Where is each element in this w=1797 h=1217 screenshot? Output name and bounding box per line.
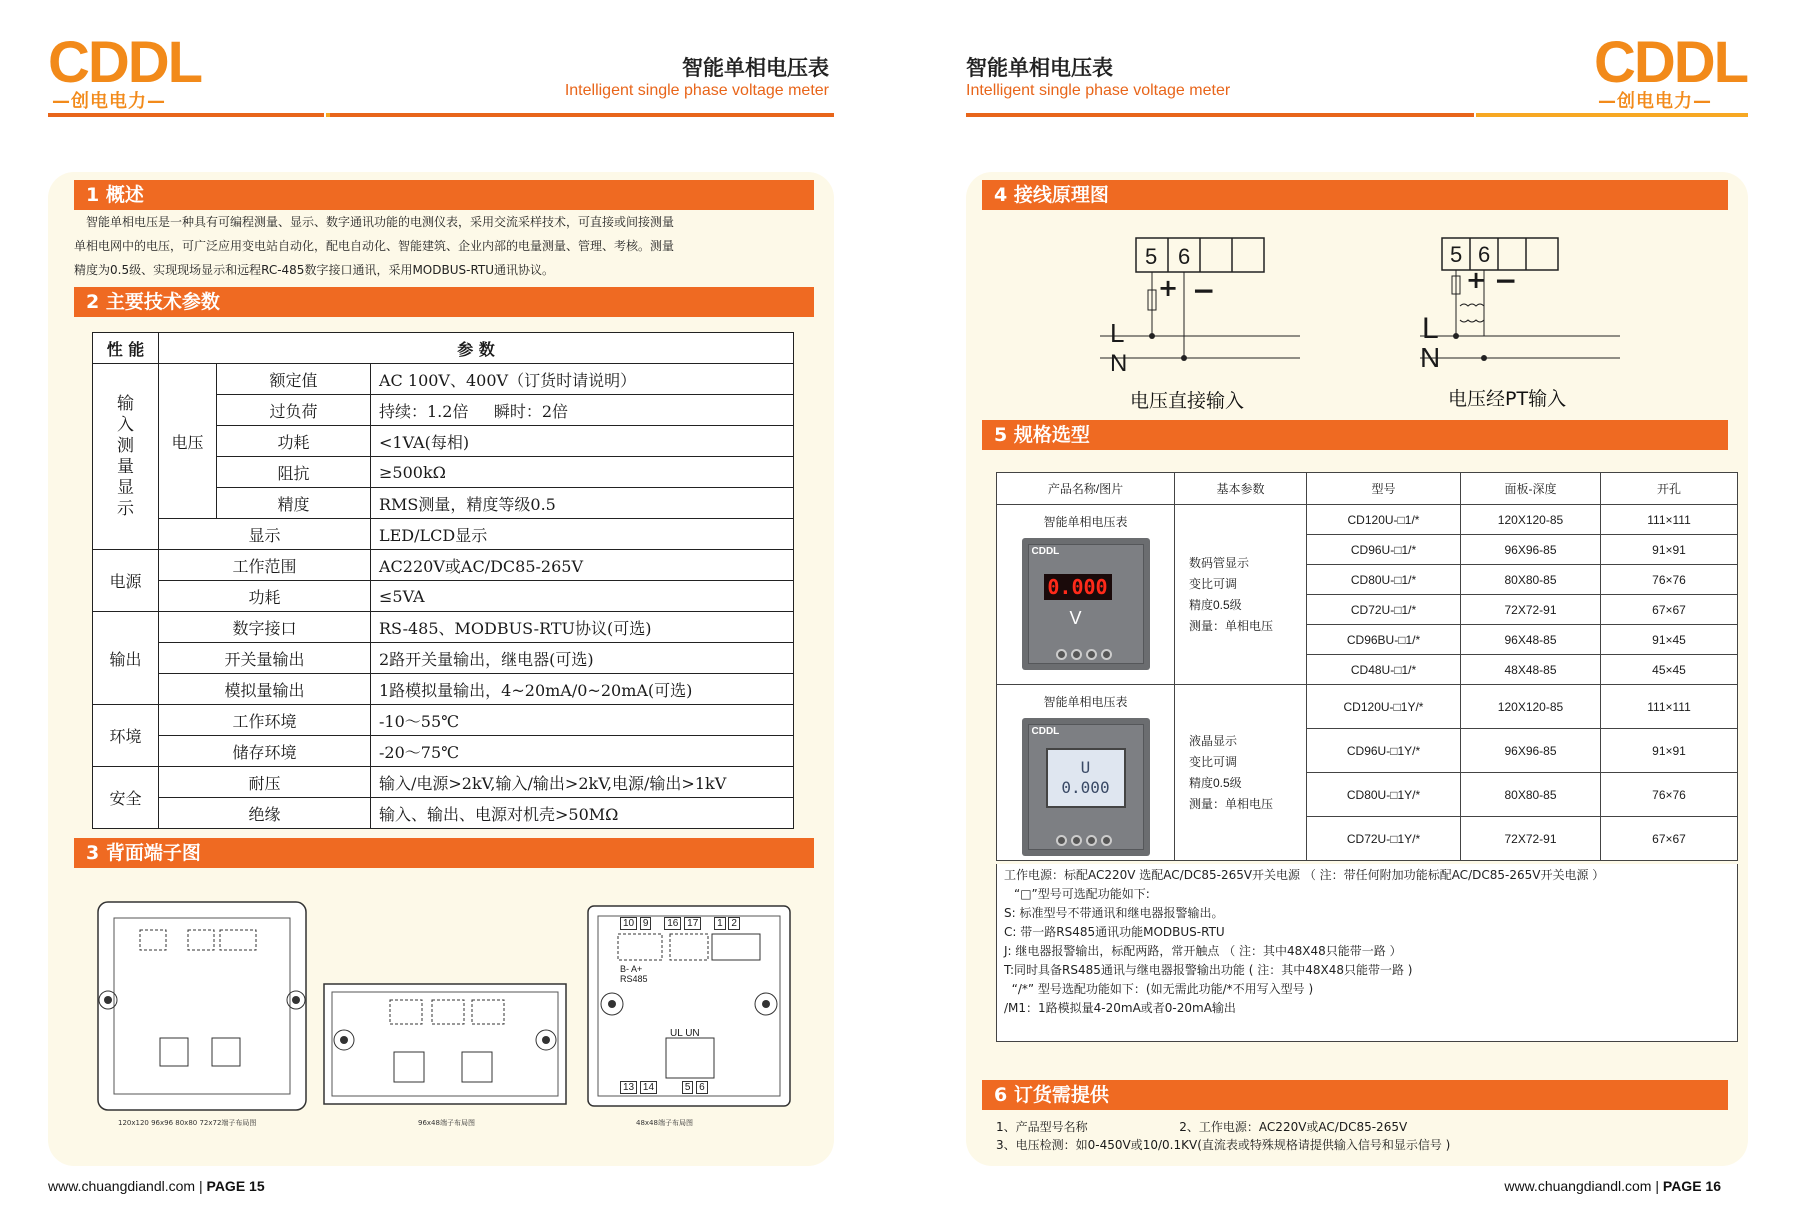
caption-terminal-48x48: 48x48端子布局图 bbox=[636, 1119, 693, 1127]
spec-hole: 91×45 bbox=[1601, 625, 1738, 655]
spec-hole: 111×111 bbox=[1601, 505, 1738, 535]
spec-panel: 48X48-85 bbox=[1461, 655, 1601, 685]
spec-panel: 80X80-85 bbox=[1461, 565, 1601, 595]
terminal-10: 10 bbox=[620, 917, 637, 930]
spec-model: CD96BU-□1/* bbox=[1307, 625, 1461, 655]
spec-hole: 45×45 bbox=[1601, 655, 1738, 685]
work-env-label: 工作环境 bbox=[159, 705, 371, 736]
spec-group2-name: 智能单相电压表 bbox=[1043, 695, 1128, 709]
order-item-3: 3、电压检测：如0-450V或10/0.1KV(直流表或特殊规格请提供输入信号和显示信号 ) bbox=[996, 1138, 1451, 1152]
terminal-9: 9 bbox=[640, 917, 652, 930]
overload-value: 持续：1.2倍 瞬时：2倍 bbox=[371, 395, 794, 426]
spec-note-line: 工作电源：标配AC220V 选配AC/DC85-265V开关电源 （ 注：带任何附加功能标配AC/DC85-265V开关电源 ） bbox=[1004, 868, 1605, 882]
spec-col-panel: 面板-深度 bbox=[1461, 473, 1601, 505]
terminal-5: 5 bbox=[682, 1081, 694, 1094]
wire-pt-L: L bbox=[1422, 312, 1439, 345]
table-row bbox=[93, 333, 794, 364]
table-row bbox=[93, 550, 794, 581]
accuracy-label: 精度 bbox=[217, 488, 371, 519]
digital-label: 数字接口 bbox=[159, 612, 371, 643]
group-power-label: 电源 bbox=[93, 550, 159, 612]
terminal-diagram-large bbox=[96, 900, 308, 1112]
footer-url-right[interactable]: www.chuangdiandl.com bbox=[1504, 1178, 1652, 1194]
table-row bbox=[997, 473, 1738, 505]
analog-value: 1路模拟量输出，4~20mA/0~20mA(可选) bbox=[371, 674, 794, 705]
sub-voltage-label: 电压 bbox=[159, 364, 217, 519]
table-row bbox=[997, 685, 1738, 729]
spec-note-line: /M1：1路模拟量4-20mA或者0-20mA输出 bbox=[1004, 1001, 1236, 1015]
table-row bbox=[93, 674, 794, 705]
spec-panel: 120X120-85 bbox=[1461, 505, 1601, 535]
wire-pt-plus: + bbox=[1466, 266, 1487, 294]
spec-hole: 67×67 bbox=[1601, 595, 1738, 625]
table-row bbox=[997, 505, 1738, 535]
overview-paragraph bbox=[74, 210, 814, 282]
table-row bbox=[93, 705, 794, 736]
spec-panel: 96X96-85 bbox=[1461, 729, 1601, 773]
group-output-label: 输出 bbox=[93, 612, 159, 705]
logo-subtitle: —创电电力— bbox=[1598, 91, 1712, 112]
spec-hole: 91×91 bbox=[1601, 729, 1738, 773]
group-env-label: 环境 bbox=[93, 705, 159, 767]
store-env-value: -20～75℃ bbox=[371, 736, 794, 767]
params-head-param: 参 数 bbox=[159, 333, 794, 364]
wire-direct-L: L bbox=[1110, 318, 1125, 348]
spec-model: CD96U-□1Y/* bbox=[1307, 729, 1461, 773]
spec-col-hole: 开孔 bbox=[1601, 473, 1738, 505]
spec-panel: 80X80-85 bbox=[1461, 773, 1601, 817]
wire-direct-N: N bbox=[1110, 350, 1128, 377]
rs485-label: B- A+ RS485 bbox=[620, 964, 648, 984]
spec-model: CD96U-□1/* bbox=[1307, 535, 1461, 565]
switch-value: 2路开关量输出，继电器(可选) bbox=[371, 643, 794, 674]
spec-model: CD120U-□1/* bbox=[1307, 505, 1461, 535]
params-table bbox=[92, 332, 794, 829]
spec-panel: 72X72-91 bbox=[1461, 595, 1601, 625]
range-label: 工作范围 bbox=[159, 550, 371, 581]
meter-lcd-screen bbox=[1046, 748, 1126, 808]
terminal-1: 1 bbox=[714, 917, 726, 930]
footer-left: www.chuangdiandl.com | PAGE 15 bbox=[48, 1178, 265, 1194]
section-5-bar: 5 规格选型 bbox=[982, 420, 1728, 450]
terminal-14: 14 bbox=[640, 1081, 657, 1094]
spec-hole: 111×111 bbox=[1601, 685, 1738, 729]
order-item-1: 1、产品型号名称 bbox=[996, 1120, 1088, 1134]
rated-label: 额定值 bbox=[217, 364, 371, 395]
spec-panel: 72X72-91 bbox=[1461, 817, 1601, 861]
params-head-perf: 性 能 bbox=[93, 333, 159, 364]
spec-col-model: 型号 bbox=[1307, 473, 1461, 505]
header-title-cn-left: 智能单相电压表 bbox=[682, 56, 829, 80]
table-row bbox=[93, 798, 794, 829]
spec-note-line: T:同时具备RS485通讯与继电器报警输出功能 ( 注：其中48X48只能带一路 ) bbox=[1004, 963, 1413, 977]
section-2-bar: 2 主要技术参数 bbox=[74, 287, 814, 317]
wire-pt-term-5: 5 bbox=[1450, 242, 1463, 267]
spec-note-line: “□”型号可选配功能如下: bbox=[1014, 887, 1150, 901]
footer-page-right: PAGE 16 bbox=[1662, 1178, 1721, 1194]
header-rule-left-b bbox=[330, 113, 834, 117]
meter-led-image bbox=[1022, 538, 1150, 670]
terminal-numbers-top bbox=[620, 918, 740, 929]
terminal-16: 16 bbox=[664, 917, 681, 930]
display-value: LED/LCD显示 bbox=[371, 519, 794, 550]
spec-hole: 76×76 bbox=[1601, 773, 1738, 817]
terminal-diagram-48x48 bbox=[586, 904, 792, 1108]
spec-model: CD80U-□1Y/* bbox=[1307, 773, 1461, 817]
logo-left: CDDL —创电电力— bbox=[48, 34, 208, 104]
terminal-numbers-bottom bbox=[620, 1082, 708, 1093]
overview-line-1: 智能单相电压是一种具有可编程测量、显示、数字通讯功能的电测仪表，采用交流采样技术，可直接或间接测量 bbox=[86, 215, 675, 229]
spec-note-line: S: 标准型号不带通讯和继电器报警输出。 bbox=[1004, 906, 1224, 920]
analog-label: 模拟量输出 bbox=[159, 674, 371, 705]
terminal-diagram-96x48 bbox=[322, 982, 568, 1106]
table-row bbox=[93, 612, 794, 643]
caption-terminal-large: 120x120 96x96 80x80 72x72端子布局图 bbox=[118, 1119, 257, 1127]
withstand-label: 耐压 bbox=[159, 767, 371, 798]
logo-subtitle: —创电电力— bbox=[52, 91, 166, 112]
psu-power-label: 功耗 bbox=[159, 581, 371, 612]
wire-direct-plus: + bbox=[1158, 274, 1179, 302]
footer-url-left[interactable]: www.chuangdiandl.com bbox=[48, 1178, 196, 1194]
spec-model: CD80U-□1/* bbox=[1307, 565, 1461, 595]
overload-label: 过负荷 bbox=[217, 395, 371, 426]
table-row bbox=[93, 364, 794, 395]
insulation-label: 绝缘 bbox=[159, 798, 371, 829]
wire-direct-term-5: 5 bbox=[1145, 244, 1158, 269]
spec-group1-params: 数码管显示 变比可调 精度0.5级 测量：单相电压 bbox=[1175, 505, 1307, 685]
power-label: 功耗 bbox=[217, 426, 371, 457]
spec-table bbox=[996, 472, 1738, 861]
section-1-bar: 1 概述 bbox=[74, 180, 814, 210]
logo-right: CDDL —创电电力— bbox=[1594, 34, 1754, 104]
meter-buttons bbox=[1056, 835, 1112, 846]
footer-page-left: PAGE 15 bbox=[206, 1178, 265, 1194]
meter-led-unit: V bbox=[1069, 608, 1082, 628]
header-rule-right-b bbox=[1476, 113, 1748, 117]
table-row bbox=[93, 519, 794, 550]
table-row bbox=[93, 581, 794, 612]
spec-group1-name: 智能单相电压表 bbox=[1043, 515, 1128, 529]
spec-note-line: J: 继电器报警输出，标配两路，常开触点 （ 注：其中48X48只能带一路 ） bbox=[1004, 944, 1402, 958]
spec-model: CD72U-□1/* bbox=[1307, 595, 1461, 625]
spec-model: CD120U-□1Y/* bbox=[1307, 685, 1461, 729]
meter-lcd-top: U bbox=[1080, 758, 1091, 777]
header-title-en-right: Intelligent single phase voltage meter bbox=[966, 82, 1231, 99]
meter-buttons bbox=[1056, 649, 1112, 660]
wire-direct-minus: − bbox=[1192, 274, 1216, 307]
terminal-13: 13 bbox=[620, 1081, 637, 1094]
header-rule-left-a bbox=[48, 113, 324, 117]
insulation-value: 输入、输出、电源对机壳>50MΩ bbox=[371, 798, 794, 829]
wire-pt-N: N bbox=[1420, 342, 1441, 373]
range-value: AC220V或AC/DC85-265V bbox=[371, 550, 794, 581]
wire-pt-minus: − bbox=[1494, 264, 1518, 297]
rated-value: AC 100V、400V（订货时请说明） bbox=[371, 364, 794, 395]
power-value: <1VA(每相) bbox=[371, 426, 794, 457]
wiring-direct-label: 电压直接输入 bbox=[1130, 390, 1245, 412]
accuracy-value: RMS测量，精度等级0.5 bbox=[371, 488, 794, 519]
spec-model: CD48U-□1/* bbox=[1307, 655, 1461, 685]
spec-panel: 96X48-85 bbox=[1461, 625, 1601, 655]
wiring-pt-label: 电压经PT输入 bbox=[1448, 388, 1567, 410]
spec-hole: 76×76 bbox=[1601, 565, 1738, 595]
switch-label: 开关量输出 bbox=[159, 643, 371, 674]
display-label: 显示 bbox=[159, 519, 371, 550]
header-rule-right-a bbox=[966, 113, 1474, 117]
meter-brand: CDDL bbox=[1031, 726, 1060, 737]
psu-power-value: ≤5VA bbox=[371, 581, 794, 612]
header-title-cn-right: 智能单相电压表 bbox=[966, 56, 1113, 80]
group-safety-label: 安全 bbox=[93, 767, 159, 829]
order-item-2: 2、工作电源：AC220V或AC/DC85-265V bbox=[1179, 1120, 1408, 1134]
caption-terminal-96x48: 96x48端子布局图 bbox=[418, 1119, 475, 1127]
order-items bbox=[996, 1118, 1450, 1154]
spec-hole: 91×91 bbox=[1601, 535, 1738, 565]
meter-lcd-image bbox=[1022, 718, 1150, 856]
meter-lcd-reading: 0.000 bbox=[1061, 778, 1110, 797]
work-env-value: -10～55℃ bbox=[371, 705, 794, 736]
table-row bbox=[93, 736, 794, 767]
table-row bbox=[93, 643, 794, 674]
spec-note-line: “/*” 型号选配功能如下：(如无需此功能/*不用写入型号 ) bbox=[1004, 982, 1314, 996]
spec-model: CD72U-□1Y/* bbox=[1307, 817, 1461, 861]
spec-group1-cell bbox=[997, 505, 1175, 685]
section-6-bar: 6 订货需提供 bbox=[982, 1080, 1728, 1110]
terminal-17: 17 bbox=[684, 917, 701, 930]
meter-led-reading: 0.000 bbox=[1044, 574, 1112, 600]
spec-panel: 120X120-85 bbox=[1461, 685, 1601, 729]
digital-value: RS-485、MODBUS-RTU协议(可选) bbox=[371, 612, 794, 643]
group-input-label: 输入测量显示 bbox=[93, 364, 159, 550]
impedance-value: ≥500kΩ bbox=[371, 457, 794, 488]
wire-direct-term-6: 6 bbox=[1178, 244, 1191, 269]
overview-line-2: 单相电网中的电压，可广泛应用变电站自动化，配电自动化、智能建筑、企业内部的电量测量、管理、考核。测量 bbox=[74, 239, 675, 253]
wire-pt-term-6: 6 bbox=[1478, 242, 1491, 267]
spec-notes bbox=[1004, 866, 1734, 1018]
spec-note-line: C: 带一路RS485通讯功能MODBUS-RTU bbox=[1004, 925, 1225, 939]
terminal-2: 2 bbox=[728, 917, 740, 930]
store-env-label: 储存环境 bbox=[159, 736, 371, 767]
header-title-en-left: Intelligent single phase voltage meter bbox=[564, 82, 829, 99]
overview-line-3: 精度为0.5级、实现现场显示和远程RC-485数字接口通讯，采用MODBUS-RTU通讯协议。 bbox=[74, 263, 555, 277]
spec-col-params: 基本参数 bbox=[1175, 473, 1307, 505]
spec-panel: 96X96-85 bbox=[1461, 535, 1601, 565]
impedance-label: 阻抗 bbox=[217, 457, 371, 488]
section-3-bar: 3 背面端子图 bbox=[74, 838, 814, 868]
section-4-bar: 4 接线原理图 bbox=[982, 180, 1728, 210]
terminal-6: 6 bbox=[696, 1081, 708, 1094]
spec-hole: 67×67 bbox=[1601, 817, 1738, 861]
ulun-label: UL UN bbox=[670, 1028, 700, 1039]
spec-group2-cell bbox=[997, 685, 1175, 861]
spec-group2-params: 液晶显示 变比可调 精度0.5级 测量：单相电压 bbox=[1175, 685, 1307, 861]
withstand-value: 输入/电源>2kV,输入/输出>2kV,电源/输出>1kV bbox=[371, 767, 794, 798]
table-row bbox=[93, 767, 794, 798]
meter-brand: CDDL bbox=[1031, 546, 1060, 557]
footer-right: www.chuangdiandl.com | PAGE 16 bbox=[1504, 1178, 1721, 1194]
spec-col-name: 产品名称/图片 bbox=[997, 473, 1175, 505]
order-row-1 bbox=[996, 1118, 1450, 1136]
